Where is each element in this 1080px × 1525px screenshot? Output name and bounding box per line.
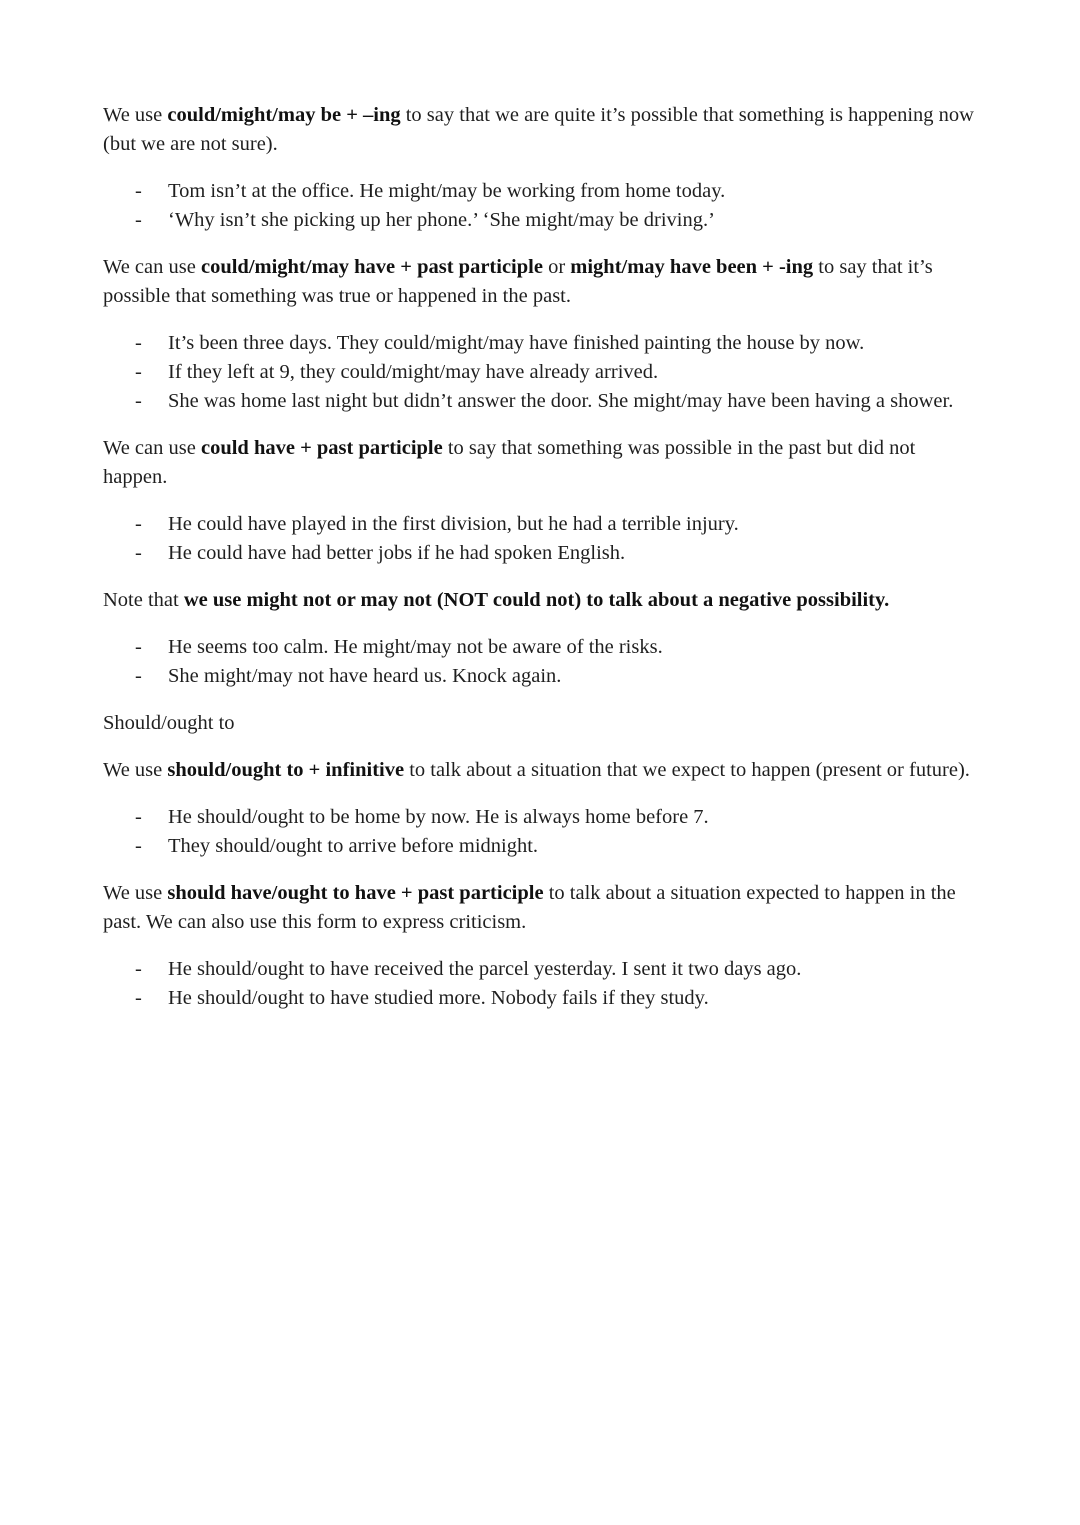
example-list — [103, 633, 983, 691]
bullet-dash: - — [135, 636, 142, 658]
bold-text: could have + past participle — [200, 437, 443, 459]
example-item — [103, 633, 983, 662]
example-text: She was home last night but didn’t answer the door. She might/may have been having a shower. — [168, 390, 954, 412]
bullet-dash: - — [135, 513, 142, 535]
section-heading: Should/ought to — [103, 712, 235, 734]
text-run: to say that something was possible in the past but did not happen. — [103, 437, 916, 488]
explanation-paragraph — [103, 756, 983, 785]
example-text: He should/ought to have studied more. Nobody fails if they study. — [168, 987, 709, 1009]
example-item — [103, 510, 983, 539]
document-page — [103, 101, 983, 1031]
example-text: He should/ought to be home by now. He is always home before 7. — [168, 806, 709, 828]
text-run: We can use — [103, 256, 201, 278]
example-text: He should/ought to have received the parcel yesterday. I sent it two days ago. — [168, 958, 802, 980]
example-item — [103, 803, 983, 832]
example-item — [103, 955, 983, 984]
example-item — [103, 539, 983, 568]
text-run: We use — [103, 104, 168, 126]
text-run: to say that we are quite it’s possible that something is happening now (but we are not sure). — [103, 104, 974, 155]
explanation-paragraph — [103, 253, 983, 311]
bullet-dash: - — [135, 542, 142, 564]
text-run: Note that — [103, 589, 184, 611]
example-item — [103, 387, 983, 416]
bold-text: could/might/may be + –ing — [167, 104, 401, 126]
bullet-dash: - — [135, 987, 142, 1009]
example-text: He could have had better jobs if he had spoken English. — [168, 542, 626, 564]
example-list — [103, 329, 983, 416]
example-item — [103, 832, 983, 861]
example-text: She might/may not have heard us. Knock again. — [168, 665, 562, 687]
text-run: We use — [103, 759, 168, 781]
example-item — [103, 177, 983, 206]
bold-text: should/ought to + infinitive — [167, 759, 405, 781]
example-list — [103, 803, 983, 861]
explanation-paragraph — [103, 101, 983, 159]
bullet-dash: - — [135, 665, 142, 687]
example-text: It’s been three days. They could/might/may have finished painting the house by now. — [168, 332, 865, 354]
bold-text: we use might not or may not (NOT could not) to talk about a negative possibility. — [183, 589, 890, 611]
example-text: He could have played in the first division, but he had a terrible injury. — [168, 513, 739, 535]
explanation-paragraph — [103, 879, 983, 937]
text-run: We use — [103, 882, 168, 904]
text-run: to talk about a situation expected to happen in the past. We can also use this form to express criticism. — [103, 882, 956, 933]
bullet-dash: - — [135, 806, 142, 828]
example-item — [103, 984, 983, 1013]
bullet-dash: - — [135, 958, 142, 980]
explanation-paragraph — [103, 586, 983, 615]
bullet-dash: - — [135, 390, 142, 412]
example-item — [103, 662, 983, 691]
text-run: to say that it’s possible that something was true or happened in the past. — [103, 256, 933, 307]
example-list — [103, 510, 983, 568]
example-item — [103, 206, 983, 235]
bullet-dash: - — [135, 332, 142, 354]
bullet-dash: - — [135, 180, 142, 202]
bold-text: might/may have been + -ing — [570, 256, 814, 278]
example-item — [103, 358, 983, 387]
text-run: We can use — [103, 437, 201, 459]
example-text: Tom isn’t at the office. He might/may be working from home today. — [168, 180, 726, 202]
example-list — [103, 177, 983, 235]
explanation-paragraph — [103, 434, 983, 492]
text-run: or — [542, 256, 571, 278]
example-text: If they left at 9, they could/might/may have already arrived. — [168, 361, 659, 383]
example-text: ‘Why isn’t she picking up her phone.’ ‘She might/may be driving.’ — [168, 209, 715, 231]
bullet-dash: - — [135, 209, 142, 231]
bullet-dash: - — [135, 835, 142, 857]
example-item — [103, 329, 983, 358]
example-text: They should/ought to arrive before midnight. — [168, 835, 539, 857]
text-run: to talk about a situation that we expect to happen (present or future). — [404, 759, 970, 781]
bold-text: could/might/may have + past participle — [200, 256, 543, 278]
bold-text: should have/ought to have + past participle — [167, 882, 544, 904]
bullet-dash: - — [135, 361, 142, 383]
example-list — [103, 955, 983, 1013]
example-text: He seems too calm. He might/may not be aware of the risks. — [168, 636, 663, 658]
